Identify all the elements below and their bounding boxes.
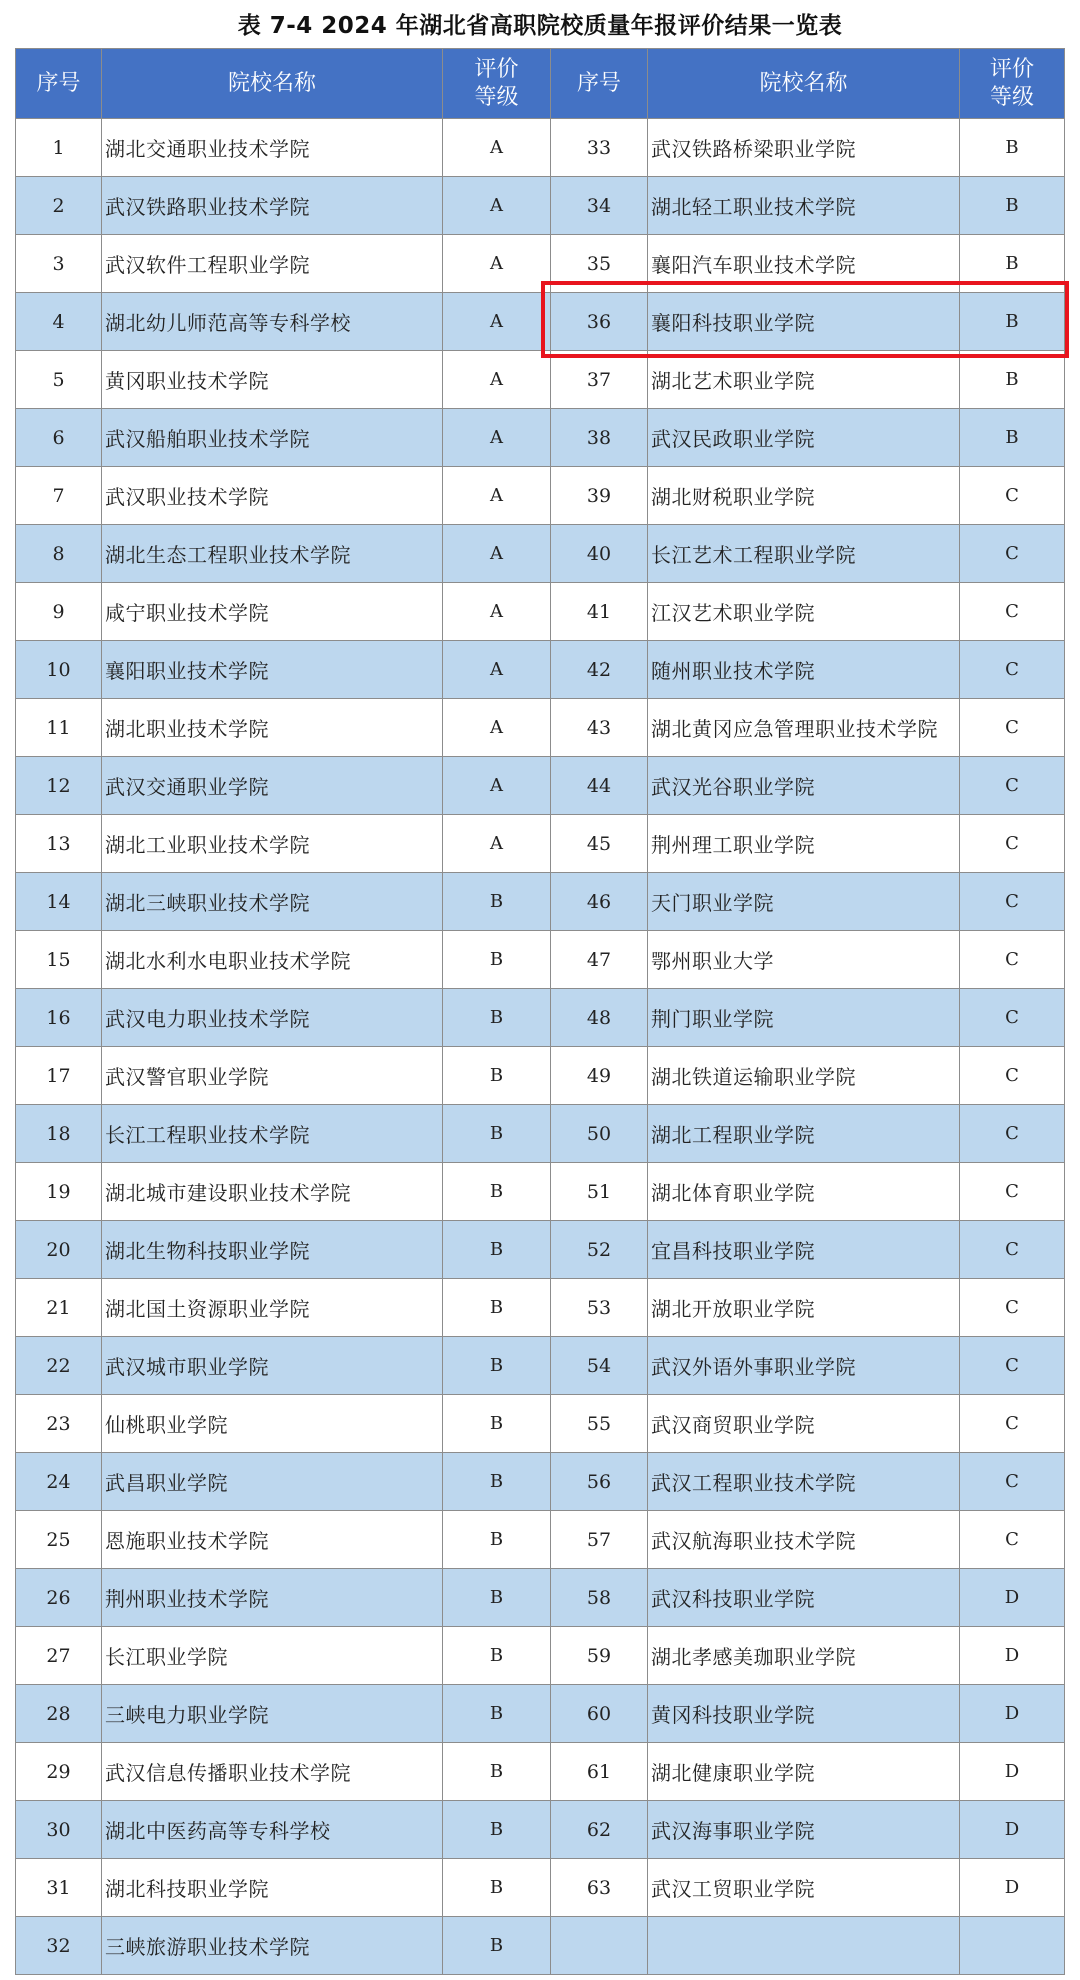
seq-right: 39 [551, 467, 648, 525]
table-row [16, 1337, 1065, 1395]
table-header [16, 49, 1065, 119]
grade-right: B [960, 409, 1065, 467]
school-name-right: 襄阳汽车职业技术学院 [648, 235, 960, 293]
grade-right: B [960, 235, 1065, 293]
grade-left: A [443, 177, 551, 235]
school-name-left: 武汉信息传播职业技术学院 [102, 1743, 443, 1801]
grade-right: C [960, 467, 1065, 525]
school-name-right: 长江艺术工程职业学院 [648, 525, 960, 583]
grade-right: C [960, 1337, 1065, 1395]
table-row [16, 699, 1065, 757]
grade-right: C [960, 1279, 1065, 1337]
seq-right: 49 [551, 1047, 648, 1105]
school-name-right: 湖北健康职业学院 [648, 1743, 960, 1801]
table-row [16, 1917, 1065, 1975]
seq-right: 46 [551, 873, 648, 931]
school-name-right: 襄阳科技职业学院 [648, 293, 960, 351]
grade-right: C [960, 931, 1065, 989]
seq-right: 50 [551, 1105, 648, 1163]
seq-right: 47 [551, 931, 648, 989]
seq-right: 41 [551, 583, 648, 641]
seq-right [551, 1917, 648, 1975]
grade-left: B [443, 1105, 551, 1163]
grade-left: A [443, 467, 551, 525]
school-name-left: 荆州职业技术学院 [102, 1569, 443, 1627]
school-name-right: 武汉外语外事职业学院 [648, 1337, 960, 1395]
school-name-left: 湖北科技职业学院 [102, 1859, 443, 1917]
seq-left: 14 [16, 873, 102, 931]
grade-left: B [443, 1047, 551, 1105]
grade-left: B [443, 989, 551, 1047]
grade-left: B [443, 931, 551, 989]
seq-left: 31 [16, 1859, 102, 1917]
grade-left: B [443, 1279, 551, 1337]
table-row [16, 1105, 1065, 1163]
grade-right [960, 1917, 1065, 1975]
seq-left: 28 [16, 1685, 102, 1743]
table-row [16, 1569, 1065, 1627]
evaluation-table [15, 48, 1065, 1975]
school-name-right: 荆州理工职业学院 [648, 815, 960, 873]
seq-right: 48 [551, 989, 648, 1047]
seq-left: 26 [16, 1569, 102, 1627]
grade-left: A [443, 119, 551, 177]
seq-right: 42 [551, 641, 648, 699]
school-name-left: 湖北三峡职业技术学院 [102, 873, 443, 931]
grade-left: A [443, 525, 551, 583]
seq-left: 10 [16, 641, 102, 699]
grade-right: C [960, 1047, 1065, 1105]
grade-right: D [960, 1743, 1065, 1801]
table-row [16, 1163, 1065, 1221]
table-row [16, 1743, 1065, 1801]
grade-left: A [443, 293, 551, 351]
seq-right: 55 [551, 1395, 648, 1453]
seq-right: 59 [551, 1627, 648, 1685]
table-row [16, 583, 1065, 641]
grade-left: B [443, 1859, 551, 1917]
school-name-right: 湖北体育职业学院 [648, 1163, 960, 1221]
seq-left: 25 [16, 1511, 102, 1569]
grade-left: A [443, 235, 551, 293]
seq-left: 20 [16, 1221, 102, 1279]
seq-left: 21 [16, 1279, 102, 1337]
grade-left: B [443, 1685, 551, 1743]
school-name-left: 湖北生态工程职业技术学院 [102, 525, 443, 583]
header-seq-left: 序号 [16, 49, 102, 119]
table-row [16, 1279, 1065, 1337]
table-row [16, 1221, 1065, 1279]
seq-right: 57 [551, 1511, 648, 1569]
school-name-left: 武汉警官职业学院 [102, 1047, 443, 1105]
seq-left: 11 [16, 699, 102, 757]
grade-right: C [960, 1511, 1065, 1569]
school-name-right: 黄冈科技职业学院 [648, 1685, 960, 1743]
school-name-left: 武汉船舶职业技术学院 [102, 409, 443, 467]
school-name-left: 湖北交通职业技术学院 [102, 119, 443, 177]
seq-left: 7 [16, 467, 102, 525]
school-name-right: 武汉民政职业学院 [648, 409, 960, 467]
school-name-left: 仙桃职业学院 [102, 1395, 443, 1453]
grade-right: C [960, 989, 1065, 1047]
school-name-right [648, 1917, 960, 1975]
school-name-left: 湖北生物科技职业学院 [102, 1221, 443, 1279]
table-row [16, 467, 1065, 525]
grade-right: C [960, 757, 1065, 815]
school-name-left: 长江职业学院 [102, 1627, 443, 1685]
grade-left: A [443, 583, 551, 641]
grade-right: B [960, 119, 1065, 177]
seq-right: 44 [551, 757, 648, 815]
table-row [16, 815, 1065, 873]
school-name-left: 咸宁职业技术学院 [102, 583, 443, 641]
school-name-right: 湖北轻工职业技术学院 [648, 177, 960, 235]
grade-right: C [960, 1163, 1065, 1221]
grade-right: D [960, 1569, 1065, 1627]
table-row [16, 1047, 1065, 1105]
table-row [16, 293, 1065, 351]
school-name-right: 湖北铁道运输职业学院 [648, 1047, 960, 1105]
school-name-left: 三峡电力职业学院 [102, 1685, 443, 1743]
school-name-right: 武汉光谷职业学院 [648, 757, 960, 815]
seq-right: 60 [551, 1685, 648, 1743]
grade-left: A [443, 641, 551, 699]
grade-left: A [443, 699, 551, 757]
grade-right: C [960, 1395, 1065, 1453]
seq-right: 38 [551, 409, 648, 467]
seq-left: 23 [16, 1395, 102, 1453]
seq-left: 32 [16, 1917, 102, 1975]
seq-left: 19 [16, 1163, 102, 1221]
header-grade-right [960, 49, 1065, 119]
table-body [16, 119, 1065, 1975]
grade-left: B [443, 1395, 551, 1453]
header-grade-left [443, 49, 551, 119]
table-row [16, 931, 1065, 989]
table-row [16, 1627, 1065, 1685]
seq-right: 33 [551, 119, 648, 177]
school-name-right: 武汉工贸职业学院 [648, 1859, 960, 1917]
seq-left: 6 [16, 409, 102, 467]
grade-right: B [960, 351, 1065, 409]
grade-right: C [960, 1453, 1065, 1511]
seq-left: 13 [16, 815, 102, 873]
table-row [16, 641, 1065, 699]
header-row [16, 49, 1065, 119]
seq-right: 63 [551, 1859, 648, 1917]
seq-right: 35 [551, 235, 648, 293]
school-name-left: 湖北中医药高等专科学校 [102, 1801, 443, 1859]
grade-left: B [443, 1801, 551, 1859]
grade-right: C [960, 641, 1065, 699]
grade-left: B [443, 1627, 551, 1685]
seq-right: 58 [551, 1569, 648, 1627]
table-row [16, 177, 1065, 235]
grade-right: C [960, 525, 1065, 583]
grade-right: C [960, 699, 1065, 757]
school-name-left: 长江工程职业技术学院 [102, 1105, 443, 1163]
header-grade-right-line1: 评价 [989, 56, 1034, 82]
school-name-right: 武汉商贸职业学院 [648, 1395, 960, 1453]
grade-left: B [443, 1511, 551, 1569]
grade-left: B [443, 1917, 551, 1975]
grade-right: C [960, 815, 1065, 873]
grade-left: B [443, 1163, 551, 1221]
school-name-right: 宜昌科技职业学院 [648, 1221, 960, 1279]
header-seq-right: 序号 [551, 49, 648, 119]
grade-right: C [960, 1105, 1065, 1163]
grade-left: A [443, 351, 551, 409]
seq-right: 56 [551, 1453, 648, 1511]
school-name-right: 武汉航海职业技术学院 [648, 1511, 960, 1569]
seq-left: 27 [16, 1627, 102, 1685]
school-name-left: 武汉电力职业技术学院 [102, 989, 443, 1047]
table-row [16, 1685, 1065, 1743]
seq-left: 17 [16, 1047, 102, 1105]
school-name-right: 武汉工程职业技术学院 [648, 1453, 960, 1511]
table-row [16, 1511, 1065, 1569]
school-name-left: 武汉软件工程职业学院 [102, 235, 443, 293]
grade-left: B [443, 1743, 551, 1801]
seq-right: 36 [551, 293, 648, 351]
table-row [16, 1453, 1065, 1511]
school-name-left: 武汉职业技术学院 [102, 467, 443, 525]
grade-right: B [960, 177, 1065, 235]
seq-right: 34 [551, 177, 648, 235]
school-name-right: 湖北工程职业学院 [648, 1105, 960, 1163]
school-name-right: 武汉铁路桥梁职业学院 [648, 119, 960, 177]
seq-left: 8 [16, 525, 102, 583]
grade-left: A [443, 815, 551, 873]
page-title: 表 7-4 2024 年湖北省高职院校质量年报评价结果一览表 [237, 12, 843, 39]
header-grade-right-line2: 等级 [989, 84, 1034, 110]
seq-left: 3 [16, 235, 102, 293]
seq-left: 4 [16, 293, 102, 351]
school-name-right: 天门职业学院 [648, 873, 960, 931]
grade-left: B [443, 1453, 551, 1511]
seq-left: 5 [16, 351, 102, 409]
school-name-right: 荆门职业学院 [648, 989, 960, 1047]
grade-right: C [960, 1221, 1065, 1279]
school-name-right: 湖北黄冈应急管理职业技术学院 [648, 699, 960, 757]
school-name-right: 武汉科技职业学院 [648, 1569, 960, 1627]
school-name-right: 湖北财税职业学院 [648, 467, 960, 525]
seq-left: 22 [16, 1337, 102, 1395]
table-row [16, 351, 1065, 409]
grade-left: A [443, 757, 551, 815]
grade-right: D [960, 1627, 1065, 1685]
table-row [16, 1859, 1065, 1917]
school-name-left: 湖北水利水电职业技术学院 [102, 931, 443, 989]
seq-left: 1 [16, 119, 102, 177]
school-name-right: 湖北孝感美珈职业学院 [648, 1627, 960, 1685]
seq-left: 2 [16, 177, 102, 235]
school-name-right: 湖北艺术职业学院 [648, 351, 960, 409]
seq-left: 29 [16, 1743, 102, 1801]
school-name-left: 武汉交通职业学院 [102, 757, 443, 815]
grade-left: A [443, 409, 551, 467]
grade-right: C [960, 873, 1065, 931]
seq-right: 52 [551, 1221, 648, 1279]
seq-right: 43 [551, 699, 648, 757]
table-row [16, 525, 1065, 583]
seq-left: 9 [16, 583, 102, 641]
seq-right: 40 [551, 525, 648, 583]
table-row [16, 1801, 1065, 1859]
school-name-left: 湖北工业职业技术学院 [102, 815, 443, 873]
school-name-right: 武汉海事职业学院 [648, 1801, 960, 1859]
table-row [16, 1395, 1065, 1453]
school-name-left: 武汉铁路职业技术学院 [102, 177, 443, 235]
seq-right: 45 [551, 815, 648, 873]
seq-right: 54 [551, 1337, 648, 1395]
school-name-left: 湖北幼儿师范高等专科学校 [102, 293, 443, 351]
seq-right: 37 [551, 351, 648, 409]
grade-left: B [443, 873, 551, 931]
school-name-right: 江汉艺术职业学院 [648, 583, 960, 641]
seq-right: 62 [551, 1801, 648, 1859]
table-row [16, 409, 1065, 467]
seq-right: 61 [551, 1743, 648, 1801]
grade-right: D [960, 1685, 1065, 1743]
table-row [16, 873, 1065, 931]
school-name-right: 随州职业技术学院 [648, 641, 960, 699]
grade-right: D [960, 1859, 1065, 1917]
seq-left: 24 [16, 1453, 102, 1511]
grade-left: B [443, 1569, 551, 1627]
table-row [16, 235, 1065, 293]
grade-right: B [960, 293, 1065, 351]
grade-left: B [443, 1221, 551, 1279]
school-name-left: 湖北国土资源职业学院 [102, 1279, 443, 1337]
seq-left: 15 [16, 931, 102, 989]
header-name-right: 院校名称 [648, 49, 960, 119]
table-row [16, 989, 1065, 1047]
seq-left: 30 [16, 1801, 102, 1859]
table-row [16, 119, 1065, 177]
school-name-right: 鄂州职业大学 [648, 931, 960, 989]
grade-left: B [443, 1337, 551, 1395]
seq-left: 16 [16, 989, 102, 1047]
seq-right: 51 [551, 1163, 648, 1221]
seq-left: 18 [16, 1105, 102, 1163]
seq-left: 12 [16, 757, 102, 815]
school-name-left: 三峡旅游职业技术学院 [102, 1917, 443, 1975]
seq-right: 53 [551, 1279, 648, 1337]
school-name-left: 恩施职业技术学院 [102, 1511, 443, 1569]
school-name-left: 湖北职业技术学院 [102, 699, 443, 757]
school-name-left: 武昌职业学院 [102, 1453, 443, 1511]
header-grade-left-line1: 评价 [474, 56, 519, 82]
school-name-left: 湖北城市建设职业技术学院 [102, 1163, 443, 1221]
grade-right: C [960, 583, 1065, 641]
school-name-left: 武汉城市职业学院 [102, 1337, 443, 1395]
table-row [16, 757, 1065, 815]
school-name-right: 湖北开放职业学院 [648, 1279, 960, 1337]
header-grade-left-line2: 等级 [474, 84, 519, 110]
header-name-left: 院校名称 [102, 49, 443, 119]
school-name-left: 黄冈职业技术学院 [102, 351, 443, 409]
school-name-left: 襄阳职业技术学院 [102, 641, 443, 699]
grade-right: D [960, 1801, 1065, 1859]
